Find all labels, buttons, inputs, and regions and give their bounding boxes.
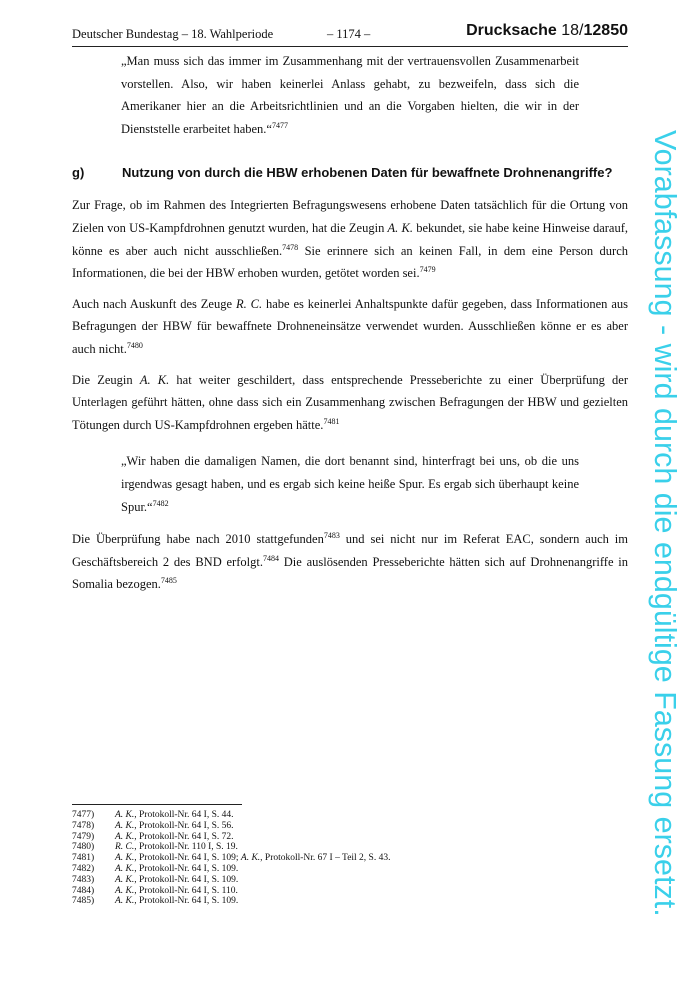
page-number: – 1174 – (327, 27, 371, 41)
para-1-text-b: bekundet, sie habe keine Hinweise darauf, könne es aber auch nicht ausschließen. (72, 220, 629, 258)
footnote-number: 7483) (72, 874, 95, 885)
footnote-number: 7480) (72, 842, 95, 853)
para-2-text-a: Auch nach Auskunft des Zeuge (72, 296, 233, 311)
footnote-ref: 7479 (419, 265, 436, 274)
para-1-text-c: Sie erinnere sich an keinen Fall, in dem eine Person durch Informationen, die bei der HBW erhoben wurden, getötet worden sei. (72, 243, 629, 281)
footnote-number: 7481) (72, 853, 95, 864)
para-4-text-a: Die Überprüfung habe nach 2010 stattgefunden (72, 532, 324, 547)
block-quote-2 (72, 450, 628, 518)
quote-1-text: „Man muss sich das immer im Zusammenhang mit der vertrauensvollen Zusammenarbeit vorstellen. Also, wir haben keinerlei Anlass gehabt, zu bezweifeln, dass sich die Amerikaner hier an die Arbeitsrichtlinien und an die Vorgaben hielten, die wir in der Dienststelle erarbeitet haben.“ (121, 54, 579, 136)
footnote-source: , Protokoll-Nr. 64 I, S. 72. (134, 831, 234, 842)
drucksache-prefix: 18/ (561, 22, 584, 39)
paragraph-3 (72, 369, 628, 437)
footnote-text (115, 896, 238, 907)
footnote-text (115, 864, 238, 875)
footnote-source: , Protokoll-Nr. 110 I, S. 19. (134, 842, 238, 853)
footnote-source: , Protokoll-Nr. 67 I – Teil 2, S. 43. (260, 853, 391, 864)
footnote-ref: 7478 (282, 242, 299, 252)
draft-watermark-text: Vorabfassung - wird durch die endgültige Fassung ersetzt. (648, 130, 682, 917)
footnote-text (115, 853, 390, 864)
footnote-person: A. K. (115, 810, 135, 820)
footnote-ref: 7482 (152, 498, 169, 508)
footnote-source: , Protokoll-Nr. 64 I, S. 56. (134, 820, 234, 831)
draft-watermark (630, 130, 690, 917)
footnote-text (115, 821, 234, 832)
paragraph-4 (72, 528, 628, 596)
paragraph-2 (72, 293, 628, 361)
para-3-text-b: hat weiter geschildert, dass entsprechende Presseberichte zu einer Überprüfung der Unterlagen geführt hätten, ohne dass sich ein Zusammenhang zwischen Befragungen der HBW und gezielten Tötungen durch US-Kampfdrohnen ergeben hätte. (72, 372, 629, 432)
footnote-text (115, 875, 238, 886)
drucksache-number: 12850 (583, 22, 628, 39)
witness-name: A. K. (387, 220, 413, 235)
footnote-source: , Protokoll-Nr. 64 I, S. 110. (134, 885, 238, 896)
footnote-source: , Protokoll-Nr. 64 I, S. 109; (134, 853, 241, 864)
para-4-text-b: und sei nicht nur im Referat EAC, sondern auch im Geschäftsbereich 2 des BND erfolgt. (72, 532, 629, 569)
footnote-source: , Protokoll-Nr. 64 I, S. 109. (134, 863, 239, 874)
footnote-ref: 7481 (323, 416, 340, 426)
witness-name: A. K. (139, 372, 170, 387)
footnote-rule (72, 804, 242, 805)
paragraph-1 (72, 194, 628, 284)
footnote-person: A. K. (115, 863, 135, 874)
footnote-ref: 7484 (262, 553, 279, 563)
footnote-person: A. K. (115, 896, 135, 907)
para-2-text-b: habe es keinerlei Anhaltspunkte dafür gegeben, dass Informationen aus Befragungen der HBW für bewaffnete Drohneneinsätze verwendet wurden. Ausschließen könne er es aber auch nicht. (72, 296, 629, 356)
page-header (72, 22, 628, 46)
block-quote-1 (72, 50, 628, 140)
footnote-text (115, 842, 238, 853)
footnote-number: 7482) (72, 863, 95, 874)
para-3-text-a: Die Zeugin (72, 372, 133, 387)
footnote-source: , Protokoll-Nr. 64 I, S. 109. (134, 896, 239, 907)
footnote-person: A. K. (240, 853, 261, 864)
para-1-text-a: Zur Frage, ob im Rahmen des Integrierten Befragungswesens erhobene Daten tatsächlich für die Ortung von Zielen von US-Kampfdrohnen genutzt wurden, hat die Zeugin (72, 198, 628, 235)
section-number: g) (72, 165, 85, 181)
footnote-person: A. K. (115, 820, 135, 831)
footnote-text (115, 886, 238, 897)
footnote-number: 7478) (72, 820, 95, 831)
header-rule (72, 46, 628, 47)
footnote-ref: 7483 (323, 530, 340, 540)
footnote-text (115, 832, 234, 843)
footnote-ref: 7480 (126, 340, 143, 350)
header-parliament: Deutscher Bundestag – 18. Wahlperiode (72, 27, 274, 41)
drucksache-label: Drucksache (466, 22, 557, 39)
footnote-ref: 7477 (271, 120, 288, 130)
footnote-text (115, 810, 234, 821)
footnote-person: A. K. (115, 853, 135, 864)
witness-name: R. C. (235, 296, 263, 311)
section-heading (72, 162, 628, 184)
footnote-number: 7477) (72, 810, 95, 820)
footnote-person: A. K. (115, 885, 135, 896)
section-title: Nutzung von durch die HBW erhobenen Daten für bewaffnete Drohnenangriffe? (122, 165, 613, 181)
footnote-number: 7479) (72, 831, 95, 842)
footnote-ref: 7485 (160, 576, 177, 586)
footnote-person: R. C. (115, 842, 135, 853)
footnote-number: 7484) (72, 885, 95, 896)
footnote-person: A. K. (115, 831, 135, 842)
quote-2-text: „Wir haben die damaligen Namen, die dort benannt sind, hinterfragt bei uns, ob die uns irgendwas gesagt haben, und es ergab sich keine heiße Spur. Es ergab sich überhaupt keine Spur.“ (121, 454, 579, 514)
para-4-text-c: Die auslösenden Presseberichte hätten sich auf Drohnenangriffe in Somalia bezogen. (72, 554, 628, 592)
footnote-person: A. K. (115, 874, 135, 885)
drucksache-id (466, 22, 628, 40)
footnote-number: 7485) (72, 896, 95, 907)
footnote-source: , Protokoll-Nr. 64 I, S. 109. (134, 874, 239, 885)
footnote-source: , Protokoll-Nr. 64 I, S. 44. (134, 810, 234, 820)
page-body (72, 50, 628, 596)
